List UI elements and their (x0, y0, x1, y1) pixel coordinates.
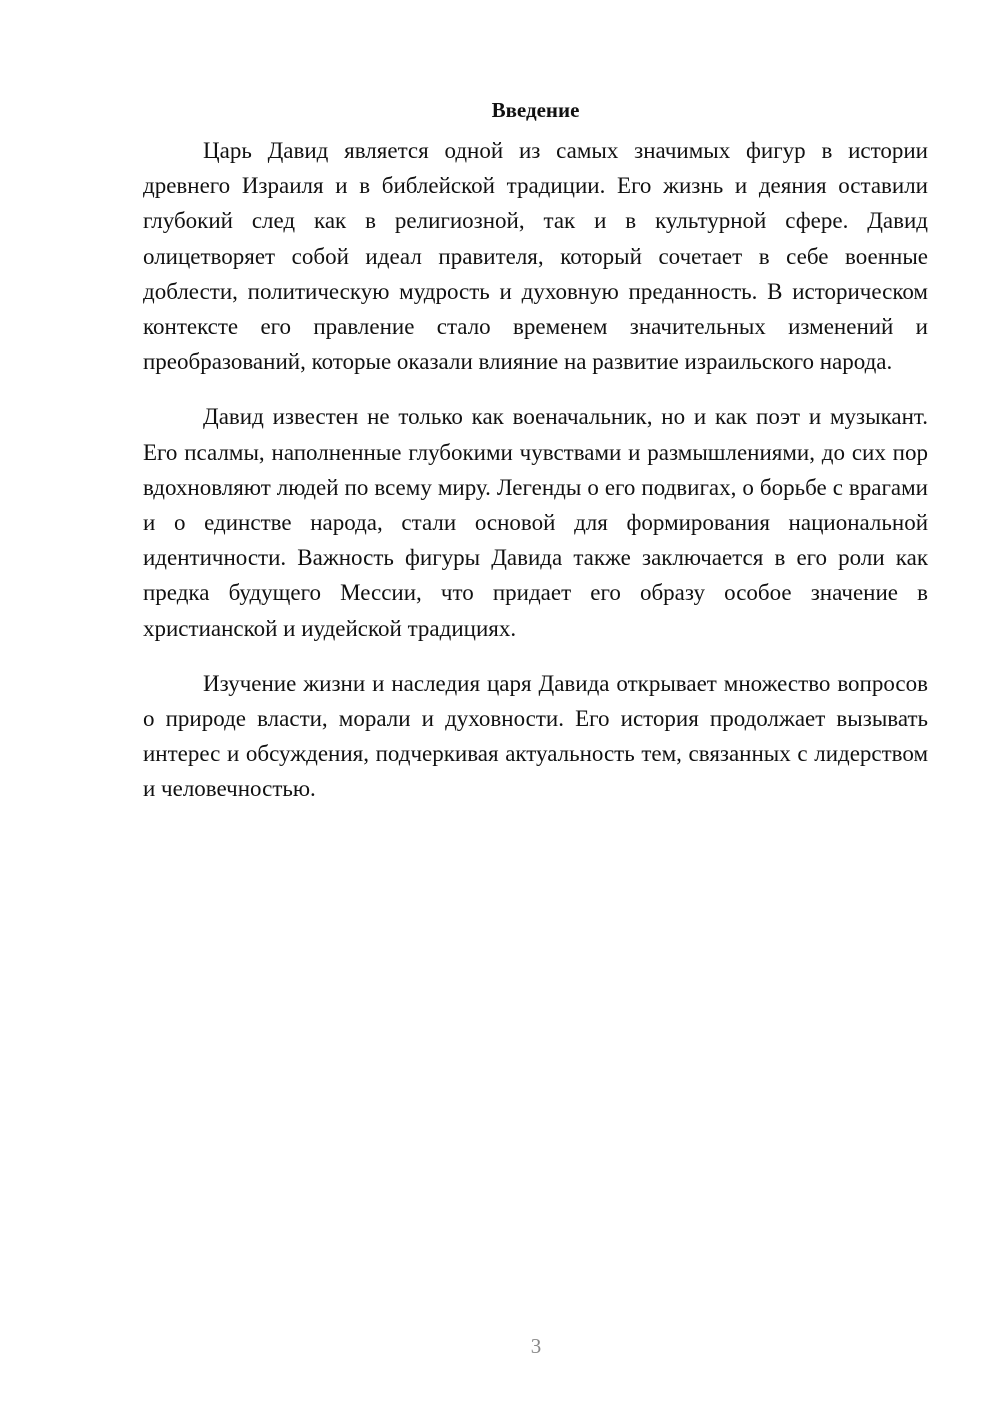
paragraph-intro: Царь Давид является одной из самых значимых фигур в истории древнего Израиля и в библейской традиции. Его жизнь и деяния оставили глубокий след как в религиозной, так и в культурной сфере. Давид олицетворяет собой идеал правителя, который сочетает в себе военные доблести, политическую мудрость и духовную преданность. В историческом контексте его правление стало временем значительных изменений и преобразований, которые оказали влияние на развитие израильского народа. (143, 138, 928, 375)
page-number: 3 (530, 1334, 542, 1358)
section-heading: Введение (491, 98, 580, 122)
document-body (143, 93, 928, 827)
paragraph-poet-musician: Давид известен не только как военачальник, но и как поэт и музыкант. Его псалмы, наполненные глубокими чувствами и размышлениями, до сих пор вдохновляют людей по всему миру. Легенды о его подвигах, о борьбе с врагами и о единстве народа, стали основой для формирования национальной идентичности. Важность фигуры Давида также заключается в его роли как предка будущего Мессии, что придает его образу особое значение в христианской и иудейской традициях. (143, 404, 928, 641)
paragraph-legacy-study: Изучение жизни и наследия царя Давида открывает множество вопросов о природе власти, морали и духовности. Его история продолжает вызывать интерес и обсуждения, подчеркивая актуальность тем, связанных с лидерством и человечностью. (143, 670, 928, 802)
